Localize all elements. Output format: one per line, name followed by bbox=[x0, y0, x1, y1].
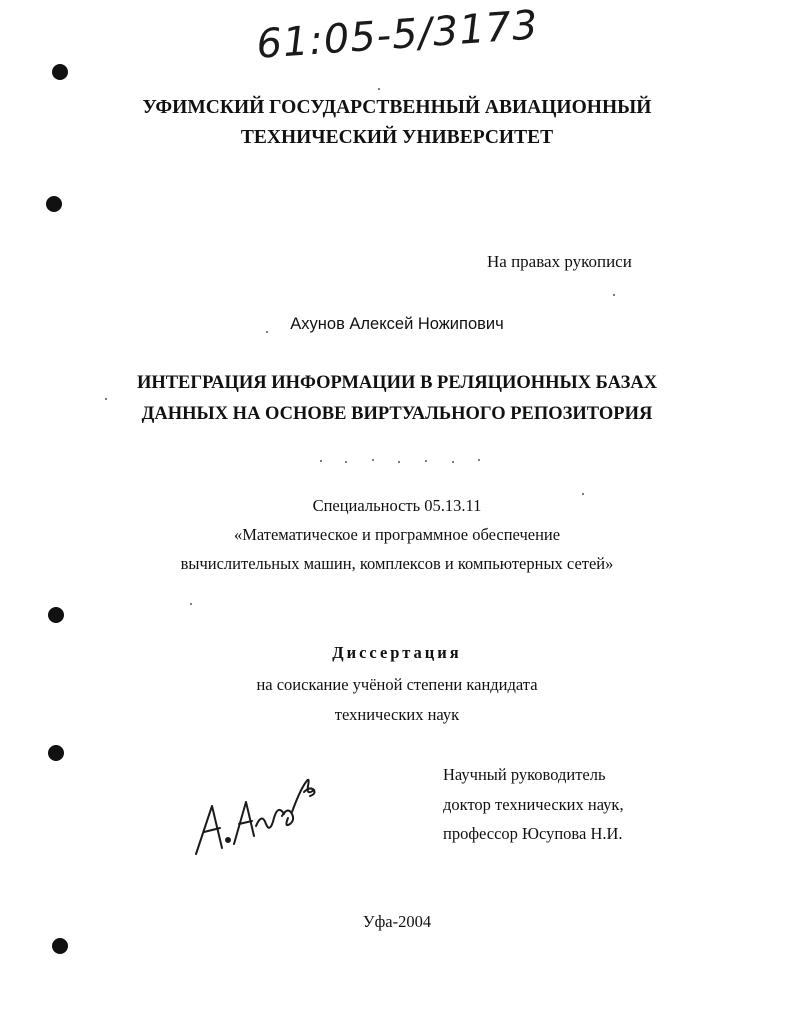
signature-icon bbox=[186, 766, 326, 866]
degree-line-2: технических наук bbox=[334, 705, 460, 724]
scan-speck bbox=[190, 603, 192, 605]
adviser-degree: доктор технических наук, bbox=[443, 794, 624, 814]
degree-line-1: на соискание учёной степени кандидата bbox=[256, 675, 538, 694]
specialty-code: Специальность 05.13.11 bbox=[312, 496, 482, 515]
scan-speck bbox=[452, 461, 454, 463]
scan-speck bbox=[345, 461, 347, 463]
dissertation-heading: Диссертация bbox=[332, 643, 462, 662]
archive-number: 61:05-5/3173 bbox=[255, 2, 540, 68]
rights-note: На правах рукописи bbox=[487, 252, 632, 271]
city-year: Уфа-2004 bbox=[362, 912, 432, 931]
punch-hole-icon bbox=[46, 196, 62, 212]
punch-hole-icon bbox=[48, 745, 64, 761]
author-name: Ахунов Алексей Ножипович bbox=[290, 315, 504, 333]
adviser-block bbox=[443, 760, 624, 849]
specialty-name-line-2: вычислительных машин, комплексов и компьютерных сетей» bbox=[180, 554, 614, 573]
university-name bbox=[0, 93, 794, 153]
title-line-1: ИНТЕГРАЦИЯ ИНФОРМАЦИИ В РЕЛЯЦИОННЫХ БАЗАХ bbox=[136, 373, 658, 393]
title-line-2: ДАННЫХ НА ОСНОВЕ ВИРТУАЛЬНОГО РЕПОЗИТОРИЯ bbox=[141, 404, 653, 424]
scan-speck bbox=[425, 460, 427, 462]
scan-speck bbox=[320, 460, 322, 462]
degree-block bbox=[0, 670, 794, 730]
punch-hole-icon bbox=[48, 607, 64, 623]
adviser-role: Научный руководитель bbox=[443, 765, 606, 784]
scan-speck bbox=[372, 459, 374, 461]
scan-speck bbox=[105, 398, 107, 400]
university-line-2: ТЕХНИЧЕСКИЙ УНИВЕРСИТЕТ bbox=[240, 127, 554, 148]
punch-hole-icon bbox=[52, 938, 68, 954]
scan-speck bbox=[478, 459, 480, 461]
university-line-1: УФИМСКИЙ ГОСУДАРСТВЕННЫЙ АВИАЦИОННЫЙ bbox=[142, 97, 652, 118]
punch-hole-icon bbox=[52, 64, 68, 80]
scan-speck bbox=[378, 88, 380, 90]
scan-speck bbox=[582, 493, 584, 495]
scan-speck bbox=[398, 461, 400, 463]
dissertation-title bbox=[0, 368, 794, 430]
specialty-name-line-1: «Математическое и программное обеспечение bbox=[233, 525, 561, 544]
specialty-block bbox=[0, 491, 794, 578]
scan-speck bbox=[266, 331, 268, 333]
scan-speck bbox=[613, 294, 615, 296]
adviser-name: профессор Юсупова Н.И. bbox=[443, 824, 623, 843]
